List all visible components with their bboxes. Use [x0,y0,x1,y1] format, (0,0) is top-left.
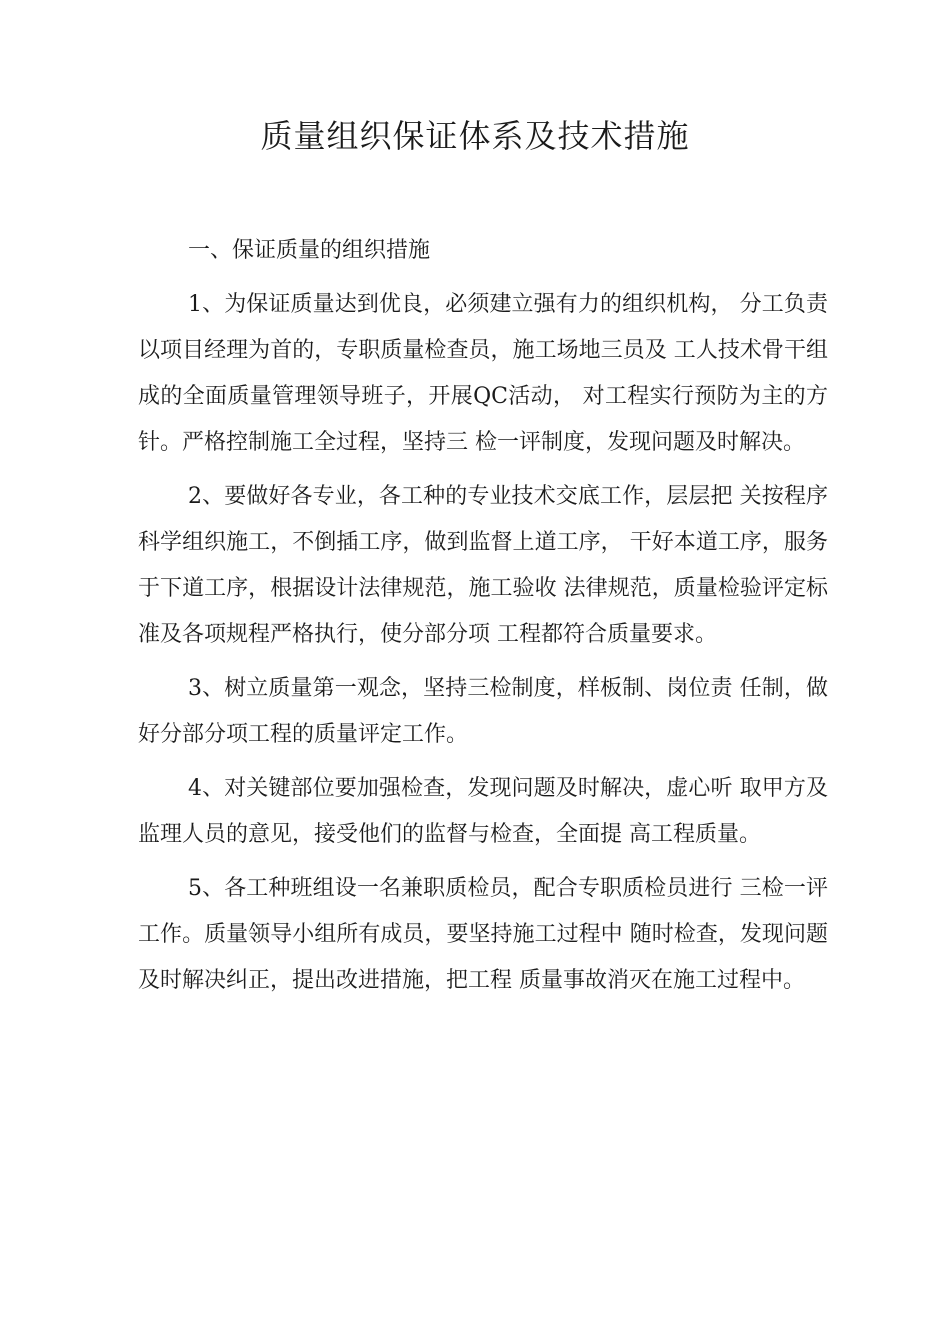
section-heading: 一、保证质量的组织措施 [188,238,431,263]
paragraph-5: 5、各工种班组设一名兼职质检员，配合专职质检员进行 三检一评工作。质量领导小组所有成员，要坚持施工过程中 随时检查，发现问题及时解决纠正，提出改进措施，把工程 质量事故消灭在施工过程中。 [138,876,828,993]
document-title: 质量组织保证体系及技术措施 [260,117,690,155]
paragraph-2: 2、要做好各专业，各工种的专业技术交底工作，层层把 关按程序科学组织施工，不倒插工序，做到监督上道工序， 干好本道工序，服务于下道工序，根据设计法律规范，施工验收 法律规范，质量检验评定标准及各项规程严格执行，使分部分项 工程都符合质量要求。 [138,484,828,647]
paragraph-4: 4、对关键部位要加强检查，发现问题及时解决，虚心听 取甲方及监理人员的意见，接受他们的监督与检查，全面提 高工程质量。 [138,776,828,847]
paragraph-1: 1、为保证质量达到优良，必须建立强有力的组织机构， 分工负责以项目经理为首的，专职质量检查员，施工场地三员及 工人技术骨干组成的全面质量管理领导班子，开展QC活动， 对工程实行预防为主的方针。严格控制施工全过程，坚持三 检一评制度，发现问题及时解决。 [138,292,828,455]
document-body [138,282,828,1004]
paragraph-3: 3、树立质量第一观念，坚持三检制度，样板制、岗位责 任制，做好分部分项工程的质量评定工作。 [138,676,828,747]
